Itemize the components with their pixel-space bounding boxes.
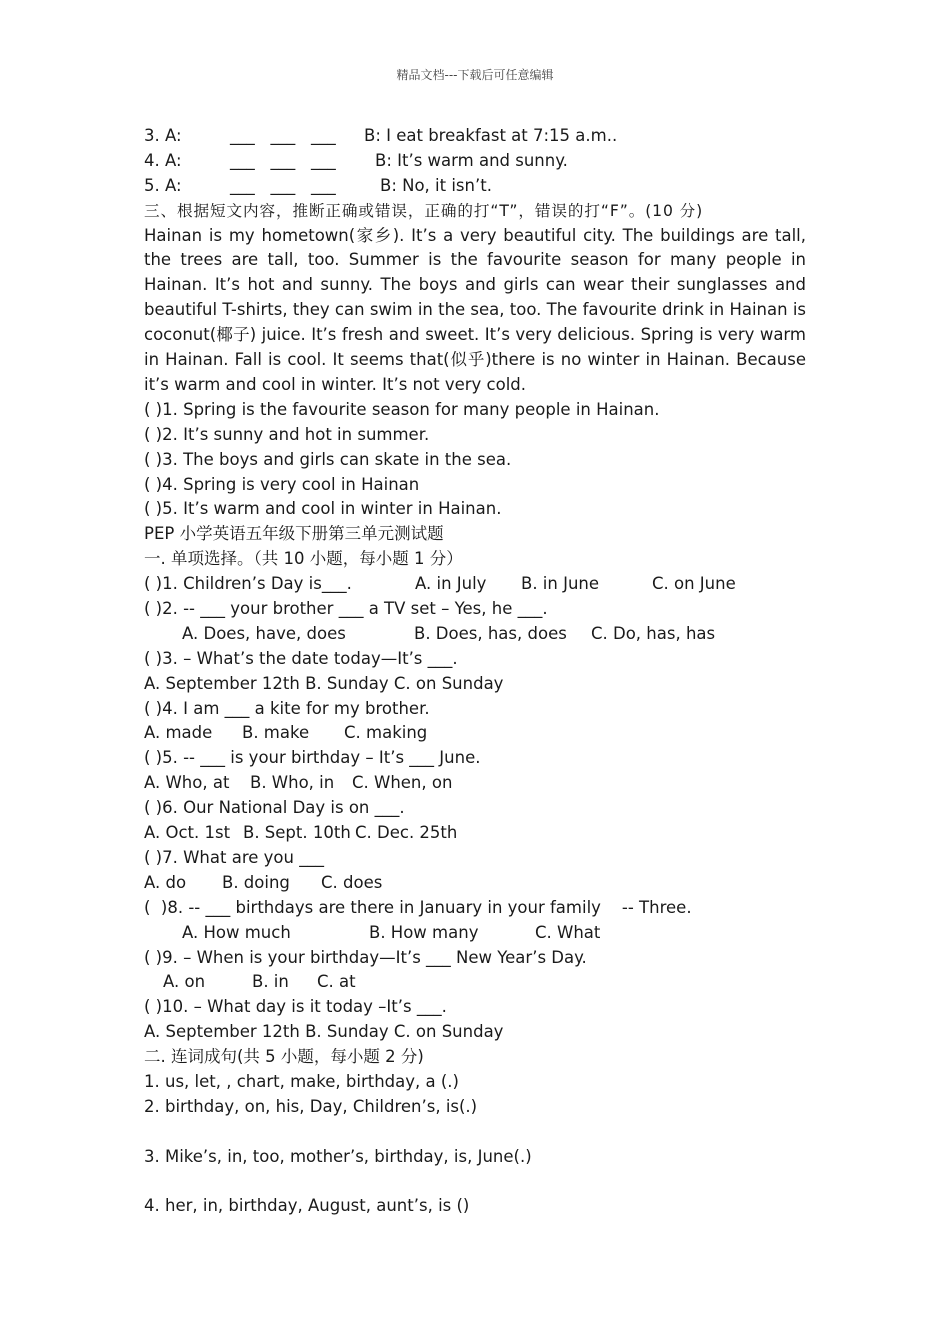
option-a: A. Who, at [144,773,230,793]
question-5-options [144,771,806,796]
question-7-options [144,871,806,896]
question-9-options [144,970,806,995]
question-6: ( )6. Our National Day is on ___. [144,798,405,818]
option-b: B. Who, in [250,773,335,793]
dialogue-answer: B: No, it isn’t. [380,175,492,195]
option-b: B. in [252,972,289,992]
option-a: A. Oct. 1st [144,823,231,843]
dialogue-blanks: ___ ___ ___ [230,175,336,195]
tf-item: ( )2. It’s sunny and hot in summer. [144,424,430,444]
sentence-item: 4. her, in, birthday, August, aunt’s, is () [144,1196,470,1216]
option-c: C. When, on [352,773,453,793]
tf-item: ( )5. It’s warm and cool in winter in Hainan. [144,499,502,519]
tf-item: ( )1. Spring is the favourite season for many people in Hainan. [144,399,660,419]
question-4: ( )4. I am ___ a kite for my brother. [144,698,430,718]
sentence-item: 1. us, let, , chart, make, birthday, a (.) [144,1071,459,1091]
sentence-item: 2. birthday, on, his, Day, Children’s, is(.) [144,1096,478,1116]
question-2-options [144,622,806,647]
option-b: B. doing [222,872,290,892]
question-4-options [144,721,806,746]
dialogue-answer: B: I eat breakfast at 7:15 a.m.. [364,126,618,145]
question-5: ( )5. -- ___ is your birthday – It’s ___ June. [144,748,481,768]
option-b: B. Sept. 10th [243,823,351,843]
dialogue-blanks: ___ ___ ___ [230,150,336,170]
question-8: ( )8. -- ___ birthdays are there in January in your family -- Three. [144,897,692,917]
option-c: C. Do, has, has [591,623,716,643]
option-c: C. making [344,723,428,743]
option-a: A. Does, have, does [182,623,346,643]
question-stem: ( )1. Children’s Day is___. [144,574,352,594]
dialogue-number: 4. A: [144,150,182,170]
question-3: ( )3. – What’s the date today—It’s ___. [144,648,458,668]
option-b: B. How many [369,922,479,942]
dialogue-line-4 [144,149,806,174]
option-a: A. do [144,872,187,892]
option-c: C. does [321,872,383,892]
option-b: B. Does, has, does [414,623,567,643]
answer-space [144,1170,806,1195]
dialogue-answer: B: It’s warm and sunny. [375,150,568,170]
part1-title: 一. 单项选择。（共 10 小题，每小题 1 分） [144,549,463,569]
tf-item: ( )4. Spring is very cool in Hainan [144,474,420,494]
question-3-options: A. September 12th B. Sunday C. on Sunday [144,673,504,693]
option-b: B. in June [521,574,600,594]
option-c: C. Dec. 25th [355,823,458,843]
dialogue-number: 3. A: [144,126,182,145]
question-6-options [144,821,806,846]
option-a: A. made [144,723,213,743]
dialogue-line-3 [144,124,806,149]
section3-title: 三、根据短文内容，推断正确或错误，正确的打“T”，错误的打“F”。(10 分) [144,201,704,220]
part2-title: 二. 连词成句(共 5 小题，每小题 2 分) [144,1047,424,1067]
question-8-options [144,921,806,946]
question-2: ( )2. -- ___ your brother ___ a TV set – Yes, he ___. [144,599,548,619]
question-10-options: A. September 12th B. Sunday C. on Sunday [144,1022,504,1042]
option-a: A. on [163,972,206,992]
tf-item: ( )3. The boys and girls can skate in the sea. [144,449,512,469]
question-7: ( )7. What are you ___ [144,847,324,867]
document-body [144,124,806,1219]
dialogue-blanks: ___ ___ ___ [230,126,336,145]
option-c: C. at [317,972,356,992]
option-a: A. in July [415,574,487,594]
dialogue-line-5 [144,174,806,199]
option-c: C. What [535,922,601,942]
option-a: A. How much [182,922,291,942]
question-1 [144,572,806,597]
question-10: ( )10. – What day is it today –It’s ___. [144,997,447,1017]
page-header: 精品文档---下载后可任意编辑 [396,68,554,82]
test-title: PEP 小学英语五年级下册第三单元测试题 [144,524,444,544]
answer-space [144,1120,806,1145]
option-c: C. on June [652,574,736,594]
question-9: ( )9. – When is your birthday—It’s ___ New Year’s Day. [144,947,587,967]
option-b: B. make [242,723,310,743]
sentence-item: 3. Mike’s, in, too, mother’s, birthday, is, June(.) [144,1146,532,1166]
dialogue-number: 5. A: [144,175,182,195]
reading-passage: Hainan is my hometown(家乡). It’s a very beautiful city. The buildings are tall, the trees are tall, too. Summer is the favourite season for many people in Hainan. It’s hot and sunny. The boys and girls can wear their sunglasses and beautiful T-shirts, they can swim in the sea, too. The favourite drink in Hainan is coconut(椰子) juice. It’s fresh and sweet. It’s very delicious. Spring is very warm in Hainan. Fall is cool. It seems that(似乎)there is no winter in Hainan. Because it’s warm and cool in winter. It’s not very cold. [144,225,806,394]
